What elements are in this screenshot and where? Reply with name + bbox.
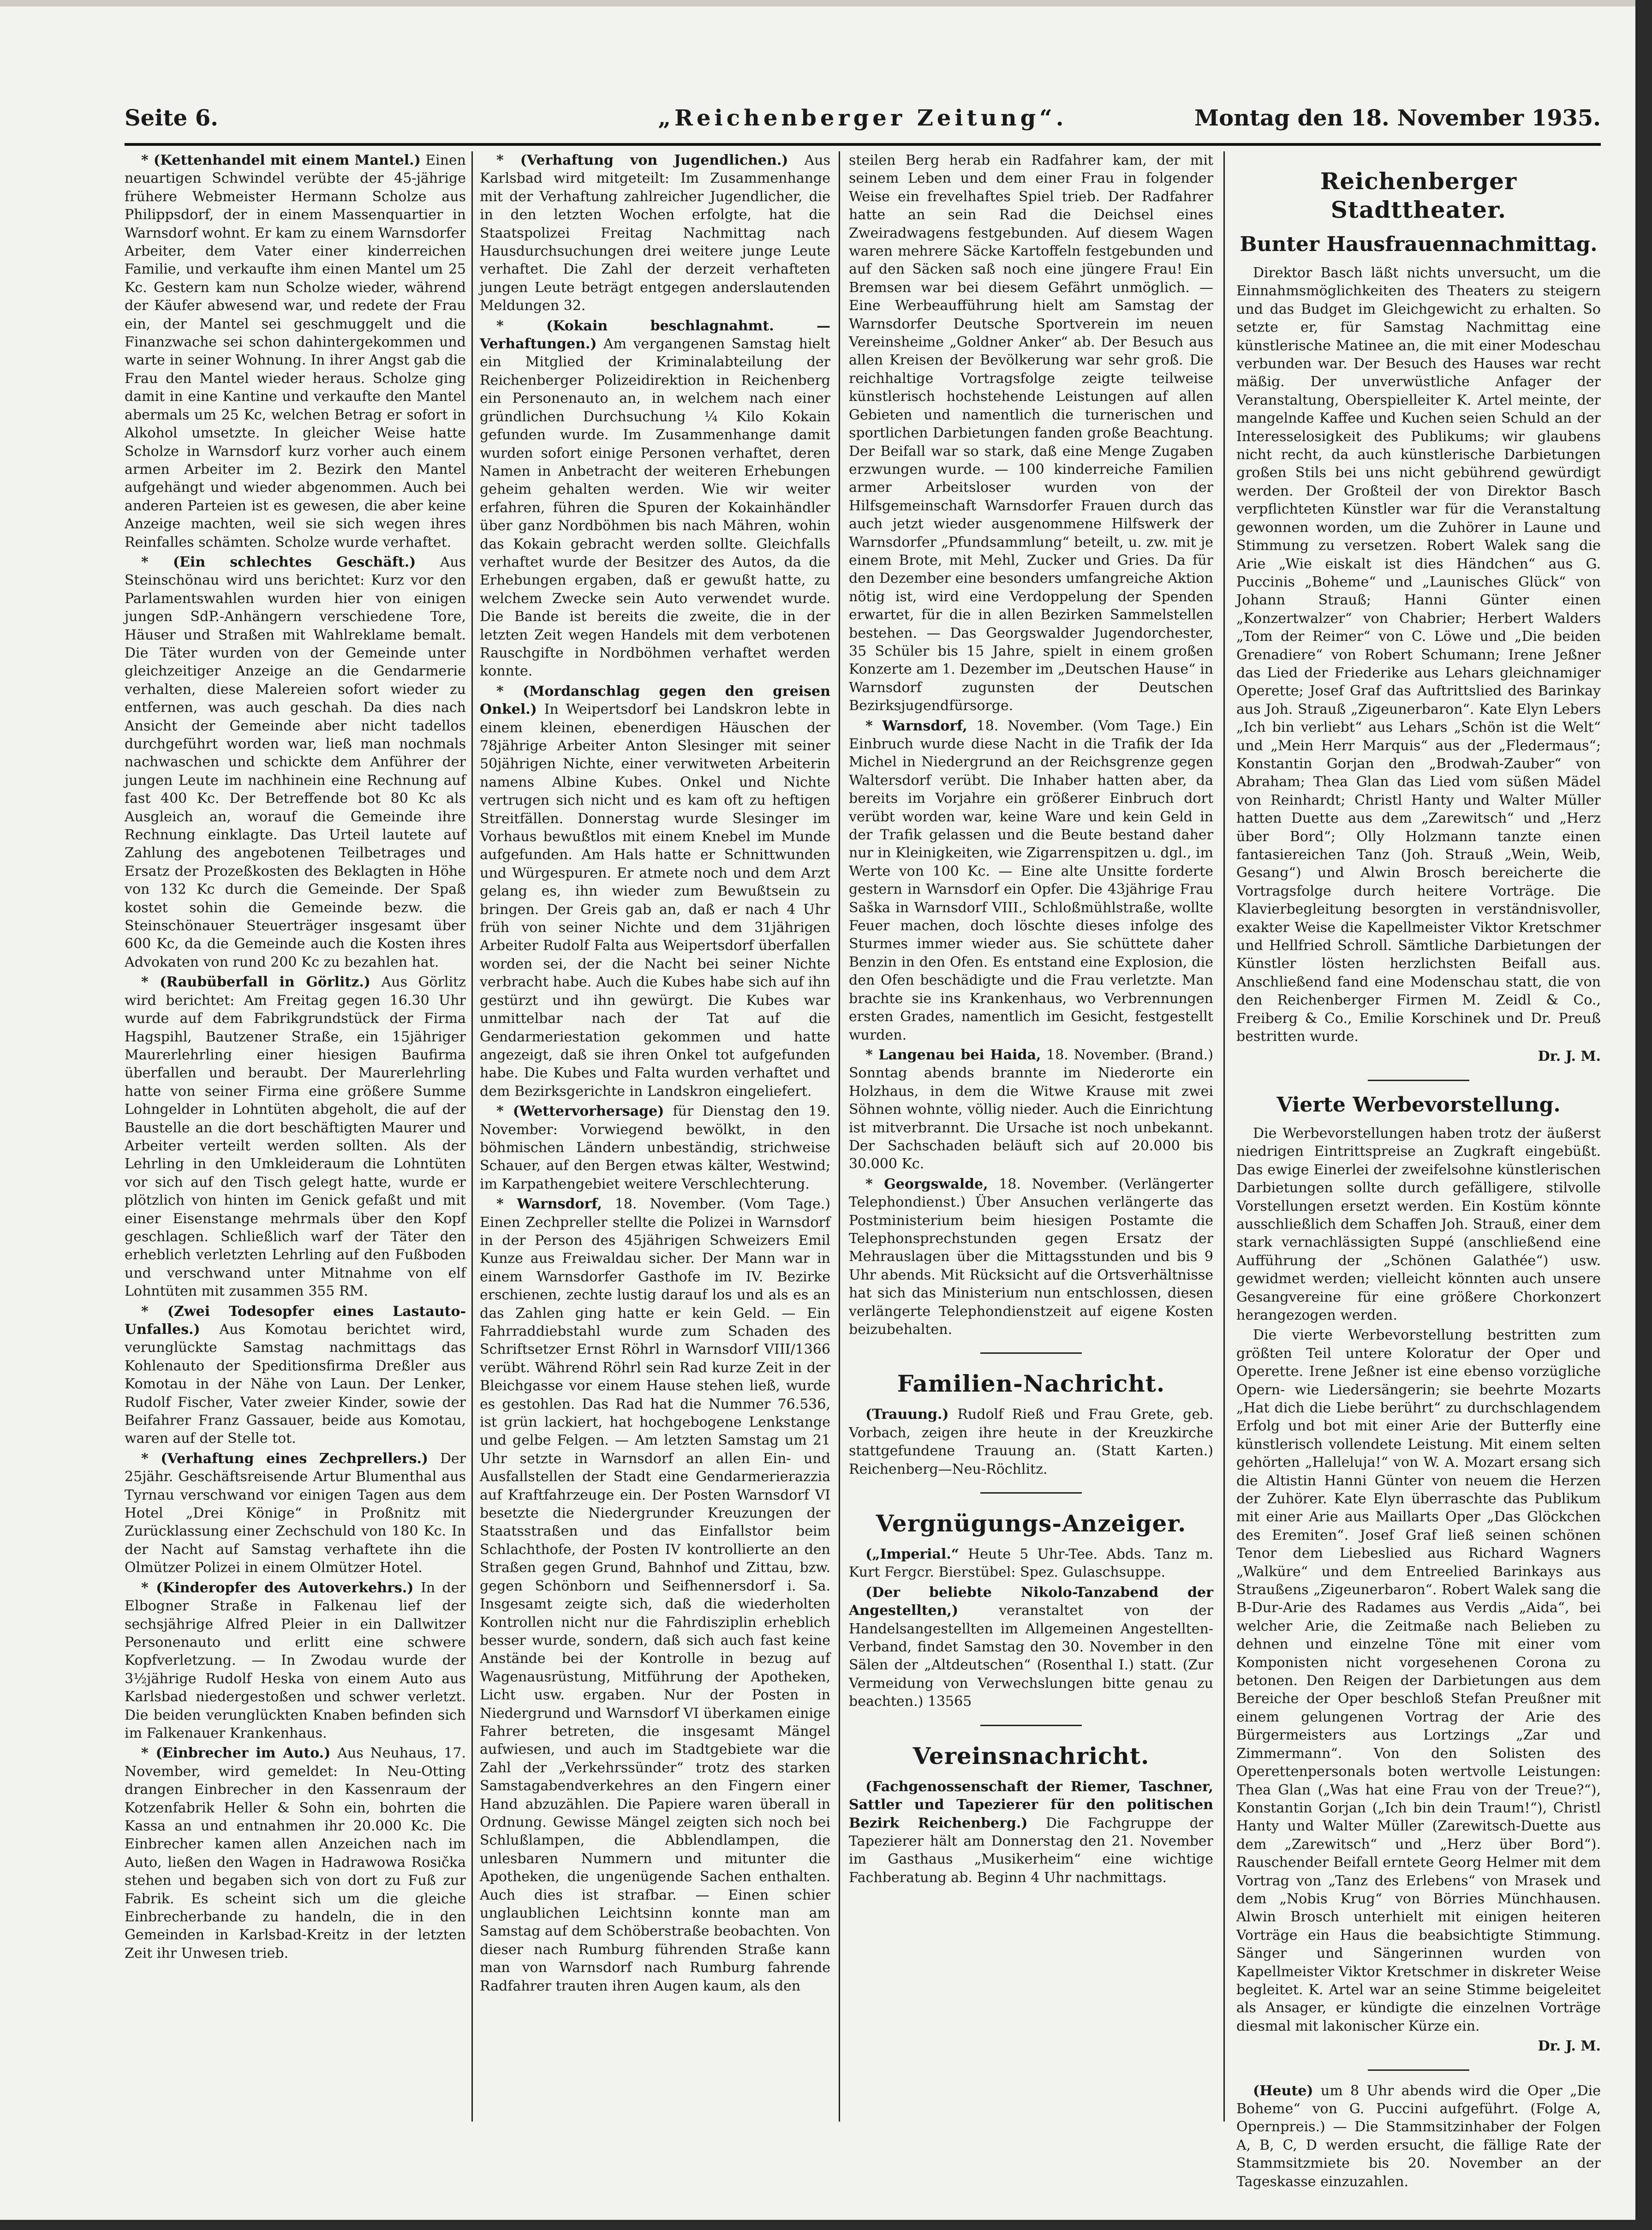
club-notice-title: Vereinsnachricht. — [912, 1742, 1150, 1770]
news-item — [480, 1102, 830, 1193]
local-news — [849, 151, 1213, 1339]
news-item — [125, 1450, 466, 1577]
item-heading: * (Verhaftung eines Zechprellers.) — [141, 1450, 429, 1467]
news-item — [849, 1175, 1213, 1339]
column-rule — [471, 151, 473, 2122]
item-heading: * (Wettervorhersage) — [496, 1103, 664, 1120]
item-heading: * (Raubüberfall in Görlitz.) — [141, 974, 370, 991]
section-divider — [980, 1725, 1082, 1726]
item-text: 18. November. (Brand.) Sonntag abends brannte im Niederorte ein Holzhaus, in dem die Witwe Krause mit zwei Söhnen wohnte, völlig nieder. Auch die Einrichtung ist mitverbrannt. Die Ursache ist noch unbekannt. Der Sachschaden beläuft sich auf 20.000 bis 30.000 Kc. — [849, 1046, 1213, 1172]
item-text: steilen Berg herab ein Radfahrer kam, der mit seinem Leben und dem einer Frau in folgender Weise ein frevelhaftes Spiel trieb. Der Radfahrer hatte an sein Rad die Deichsel eines Zweiradwagens festgebunden. Auf diesem Wagen waren mehrere Säcke Kartoffeln festgebunden und auf den Säcken saß noch eine jüngere Frau! Ein Bremsen war bei diesem Gefährt unmöglich. — Eine Werbeaufführung hielt am Samstag der Warnsdorfer Deutsche Sportverein im neuen Vereinsheime „Goldner Anker“ ab. Der Besuch aus allen Kreisen der Bevölkerung war sehr groß. Die reichhaltige Vortragsfolge zeigte teilweise künstlerisch hochstehende Leistungen auf allen Gebieten und namentlich die turnerischen und sportlichen Darbietungen fanden große Beachtung. Der Beifall war so stark, daß eine Menge Zugaben erzwungen wurde. — 100 kinderreiche Familien armer Arbeitsloser wurden von der Hilfsgemeinschaft Warnsdorfer Frauen durch das auch jetzt wieder ausgenommene Hilfswerk der Warnsdorfer „Pfundsammlung“ beteilt, u. zw. mit je einem Brote, mit Mehl, Zucker und Gries. Da für den Dezember eine besonders umfangreiche Aktion nötig ist, wird eine Verdoppelung der Spenden erwartet, für die in allen Bezirken Sammelstellen bestehen. — Das Georgswalder Jugendorchester, 35 Schüler bis 15 Jahre, spielt in einem großen Konzerte am 1. Dezember im „Deutschen Hause“ in Warnsdorf zugunsten der Deutschen Bezirksjugendfürsorge. — [849, 152, 1213, 714]
item-text: 18. November. (Vom Tage.) Ein Einbruch wurde diese Nacht in die Trafik der Ida Michel in Niedergrund an der Reichsgrenze gegen Waltersdorf verübt. Die Inhaber hatten aber, da bereits im Vorjahre ein größerer Einbruch dort verübt worden war, keine Ware und kein Geld in der Trafik gelassen und die Beute bestand daher nur in Kleinigkeiten, wie Zigarrenspitzen u. dgl., im Werte von 100 Kc. — Eine alte Unsitte forderte gestern in Warnsdorf ein Opfer. Die 43jährige Frau Saška in Warnsdorf VIII., Schloßmühlstraße, wollte Feuer machen, doch löschte dieses infolge des Sturmes immer wieder aus. Sie schüttete daher Benzin in den Ofen. Es entstand eine Explosion, die den Ofen beschädigte und die Frau verletzte. Man brachte sie ins Krankenhaus, wo Verbrennungen ersten Grades, namentlich im Gesicht, festgestellt wurden. — [849, 717, 1213, 1043]
news-item — [480, 317, 830, 681]
page-header — [125, 105, 1601, 138]
news-item — [125, 553, 466, 971]
column-rule — [1223, 151, 1225, 2122]
theater-review: Direktor Basch läßt nichts unversucht, um die Einnahmsmöglichkeiten des Theaters zu steigern und das Budget im Gleichgewicht zu erhalten. So setzte er, für Samstag Nachmittag eine künstlerische Matinee an, die mit einer Modeschau verbunden war. Der Besuch des Hauses war recht mäßig. Der unverwüstliche Anfager der Veranstaltung, Oberspielleiter K. Artel meinte, der mangelnde Kaffee und Kuchen seien Schuld an der Interesselosigkeit des Publikums; wir glaubens nicht recht, da auch künstlerische Darbietungen großen Stils bei uns nicht gebührend gewürdigt werden. Der Großteil der von Direktor Basch verpflichteten Künstler war für die Veranstaltung gewonnen worden, um die Zuhörer in Laune und Stimmung zu versetzen. Robert Walek sang die Arie „Wie eiskalt ist dies Händchen“ aus G. Puccinis „Boheme“ und „Launisches Glück“ von Johann Strauß; Hanni Günter einen „Konzertwalzer“ von Chabrier; Herbert Walders „Tom der Reimer“ von C. Löwe und „Die beiden Grenadiere“ von Robert Schumann; Irene Jeßner das Lied der Friederike aus Lehars gleichnamiger Operette; Josef Graf das Auftrittslied des Barinkay aus Joh. Strauß „Zigeunerbaron“. Kate Elyn Lebers „Ich bin verliebt“ aus Lehars „Schön ist die Welt“ und „Mein Herr Marquis“ aus der „Fledermaus“; Konstantin Gorjan den „Brodwah-Zauber“ von Abraham; Thea Glan das Lied vom süßen Mädel von Reinhardt; Christl Hanty und Walter Müller hatten Duette aus dem „Zarewitsch“ und „Herz über Bord“; Olly Holzmann tanzte einen fantasiereichen Tanz (Joh. Strauß „Wein, Weib, Gesang“) und Alwin Brosch bereicherte die Vortragsfolge durch heitere Vorträge. Die Klavierbegleitung besorgten in verständnisvoller, exakter Weise die Kapellmeister Viktor Kretschmer und Hellfried Schroll. Sämtliche Darbietungen der Künstler lösten herzlichsten Beifall aus. Anschließend fand eine Modenschau statt, die von den Reichenberger Firmen M. Zeidl & Co., Freiberg & Co., Emilie Korschinek und Dr. Preuß bestritten wurde. — [1236, 265, 1601, 1045]
item-heading: * (Einbrecher im Auto.) — [141, 1745, 331, 1762]
section-divider — [1368, 2069, 1469, 2071]
column-rule — [839, 151, 840, 2122]
item-heading: * (Kinderopfer des Autoverkehrs.) — [141, 1579, 414, 1596]
item-heading: * Warnsdorf, — [496, 1196, 602, 1213]
column-2 — [480, 151, 830, 2122]
item-heading: * (Kettenhandel mit einem Mantel.) — [141, 152, 421, 168]
item-heading: * (Ein schlechtes Geschäft.) — [141, 554, 416, 570]
item-heading: (Heute) — [1253, 2082, 1313, 2099]
item-text: 18. November. (Verlängerter Telephondienst.) Über Ansuchen verlängerte das Postministerium beim hiesigen Postamte die Telephonsprechstunden gegen Ersatz der Mehrauslagen über die Mittagsstunden und bis 9 Uhr abends. Mit Rücksicht auf die Ortsverhältnisse hat sich das Ministerium nun entschlossen, diesen verlängerte Telephondienstzeit auf eigene Kosten beizubehalten. — [849, 1176, 1213, 1338]
item-heading: * (Mordanschlag gegen den greisen Onkel.) — [480, 683, 830, 718]
news-item — [125, 973, 466, 1300]
item-text: für Dienstag den 19. November: Vorwiegend bewölkt, in den böhmischen Ländern unbeständig, strichweise Schauer, auf den Bergen etwas kälter, Westwind; im Karpathengebiet weitere Verschlechterung. — [480, 1103, 830, 1192]
family-notice — [849, 1405, 1213, 1478]
werbe-paragraph: Die Werbevorstellungen haben trotz der äußerst niedrigen Eintrittspreise an Zugkraft eingebüßt. Das ewige Einerlei der zweifelsohne künstlerischen Darbietungen sollte durch gefälligere, stilvolle Vorstellungen ersetzt werden. Ein Kostüm könnte ausschließlich dem Schaffen Joh. Strauß, einer dem stark vernachlässigten Suppé (anschließend eine Aufführung der „Schönen Galathée“) usw. gewidmet werden; vielleicht könnten auch unsere Gesangvereine für eine größere Chorkonzert herangezogen werden. — [1236, 1125, 1601, 1323]
item-text: Heute 5 Uhr-Tee. Abds. Tanz m. Kurt Fergcr. Bierstübel: Spez. Gulaschsuppe. — [849, 1546, 1213, 1581]
item-text: Aus Komotau berichtet wird, verunglückte Samstag nachmittags das Kohlenauto der Speditionsfirma Dreßler aus Komotau in der Nähe von Laun. Der Lenker, Rudolf Fischer, Vater zweier Kinder, sowie der Beifahrer Franz Gassauer, beide aus Komotau, waren auf der Stelle tot. — [125, 1321, 466, 1447]
item-text: um 8 Uhr abends wird die Oper „Die Boheme“ von G. Puccini aufgeführt. (Folge A, Opernpreis.) — Die Stammsitzinhaber der Folgen A, B, C, D werden ersucht, die fällige Rate der Stammsitzmiete bis 20. November an der Tageskasse einzuzahlen. — [1236, 2082, 1601, 2190]
item-text: Am vergangenen Samstag hielt ein Mitglied der Kriminalabteilung der Reichenberger Polizeidirektion in Reichenberg ein Personenauto an, in welchem nach einer gründlichen Durchsuchung ¼ Kilo Kokain gefunden wurde. Im Zusammenhange damit wurden sofort einige Personen verhaftet, deren Namen in Anbetracht der weiteren Erhebungen geheim gehalten werden. Wie wir weiter erfahren, führen die Spuren der Kokainhändler über ganz Nordböhmen bis nach Mähren, wohin das Kokain gebracht werden sollte. Gleichfalls verhaftet wurde der Besitzer des Autos, da die Erhebungen ergaben, daß er gewußt hatte, zu welchem Zwecke sein Auto verwendet wurde. Die Bande ist bereits die zweite, die in der letzten Zeit wegen Handels mit dem verbotenen Rauschgifte in Nordböhmen verhaftet werden konnte. — [480, 336, 830, 680]
news-item — [849, 151, 1213, 715]
news-item — [480, 1195, 830, 1995]
page-edge-top — [0, 0, 1652, 6]
section-divider — [980, 1492, 1082, 1494]
entertainment-item — [849, 1584, 1213, 1711]
item-heading: * (Kokain beschlagnahmt. — Verhaftungen.) — [480, 317, 830, 353]
section-divider — [1368, 1080, 1469, 1081]
newspaper-title: „Reichenberger Zeitung“. — [658, 105, 1068, 131]
today-notice — [1236, 2082, 1601, 2191]
news-item — [849, 717, 1213, 1044]
club-notice — [849, 1778, 1213, 1887]
news-item — [480, 151, 830, 315]
item-heading: (Trauung.) — [865, 1406, 949, 1423]
item-text: veranstaltet von der Handelsangestellten im Allgemeinen Angestellten-Verband, findet Samstag den 30. November in den Sälen der „Altdeutschen“ (Rosenthal I.) statt. (Zur Vermeidung von Verwechslungen bitte genau zu beachten.) 13565 — [849, 1602, 1213, 1710]
header-rule — [125, 143, 1601, 146]
page-edge-right — [1635, 0, 1652, 2230]
item-heading: * Langenau bei Haida, — [865, 1046, 1041, 1063]
werbe-title: Vierte Werbevorstellung. — [1276, 1093, 1561, 1117]
item-text: Aus Karlsbad wird mitgeteilt: Im Zusammenhange mit der Verhaftung zahlreicher Jugendlicher, die in den letzten Wochen erfolgte, hat die Staatspolizei Freitag Nachmittag nach Hausdurchsuchungen drei weitere junge Leute verhaftet. Die Zahl der derzeit verhafteten jungen Leute beträgt entgegen anderslautenden Meldungen 32. — [480, 152, 830, 314]
item-text: Aus Görlitz wird berichtet: Am Freitag gegen 16.30 Uhr wurde auf dem Fabrikgrundstück der Firma Hagspihl, Bautzener Straße, ein 15jähriger Maurerlehrling einer hiesigen Baufirma überfallen und beraubt. Der Maurerlehrling hatte von seiner Firma eine größere Summe Lohngelder in Lohntüten abgeholt, die auf der Baustelle an die dort beschäftigten Maurer und Arbeiter verteilt werden sollten. Als der Lehrling in den Umkleideraum die Lohntüten vor sich auf den Tisch gelegt hatte, wurde er plötzlich von hinten im Genick gefaßt und mit einer Eisenstange mehrmals über den Kopf geschlagen. Schließlich warf der Täter den erheblich verletzten Lehrling auf den Fußboden und verschwand unter Mitnahme von elf Lohntüten mit zusammen 355 RM. — [125, 974, 466, 1300]
section-divider — [980, 1352, 1082, 1354]
theater-subtitle: Bunter Hausfrauennachmittag. — [1240, 233, 1598, 256]
item-heading: * (Verhaftung von Jugendlichen.) — [496, 152, 788, 168]
family-notice-title: Familien-Nachricht. — [897, 1370, 1165, 1398]
item-heading: * Warnsdorf, — [865, 717, 967, 734]
item-text: 18. November. (Vom Tage.) Einen Zechpreller stellte die Polizei in Warnsdorf in der Person des 45jährigen Schweizers Emil Kunze aus Freiwaldau sicher. Der Mann war in einem Warnsdorfer Gasthofe im IV. Bezirke erschienen, zechte lustig darauf los und als es an das Zahlen ging hatte er kein Geld. — Ein Fahrraddiebstahl wurde zum Schaden des Schriftsetzer Ernst Röhrl in Warnsdorf VIII/1366 verübt. Während Röhrl sein Rad kurze Zeit in der Bleichgasse vor einem Hause stehen ließ, wurde es gestohlen. Das Rad hat die Nummer 76.536, ist grün lackiert, hat hochgebogene Lenkstange und gelbe Felgen. — Am letzten Samstag um 21 Uhr setzte in Warnsdorf an allen Ein- und Ausfallstellen der Stadt eine Gendarmerierazzia auf Kraftfahrzeuge ein. Der Posten Warnsdorf VI besetzte die Niedergrunder Kreuzungen der Staatsstraßen und das Einfallstor beim Schlachthofe, der Posten IV kontrollierte an den Straßen gegen Grund, Bahnhof und Zittau, bzw. gegen Schönborn und Seifhennersdorf i. Sa. Insgesamt zeigte sich, daß die wiederholten Kontrollen nicht nur die Fahrdisziplin erheblich besser wurde, sondern, daß sich auch fast keine Anstände bei der Kontrolle in bezug auf Wagenausrüstung, Mitführung der Apotheken, Licht usw. ergaben. Nur der Posten in Niedergrund und Warnsdorf VI überkamen einige Fahrer betreten, die insgesamt Mängel aufwiesen, und auch im Stadtgebiete war die Zahl der „Verkehrssünder“ trotz des starken Samstagabendverkehres an den Fingern einer Hand abzuzählen. Die Papiere waren überall in Ordnung. Gewisse Mängel zeigten sich noch bei Schlußlampen, die Abblendlampen, die unlesbaren Nummern und mitunter die Apotheken, die ungenügende Sachen enthalten. Auch dies ist strafbar. — Einen schier unglaublichen Leichtsinn konnte man am Samstag auf dem Schöberstraße beobachten. Von dieser nach Rumburg führenden Straße kann man von Warnsdorf nach Rumburg fahrende Radfahrer trauten ihren Augen kaum, als den — [480, 1196, 830, 1994]
news-item — [125, 1303, 466, 1448]
item-text: In der Elbogner Straße in Falkenau lief der sechsjährige Alfred Pleier in ein Dallwitzer Personenauto und erlitt eine schwere Kopfverletzung. — In Zwodau wurde der 3½jährige Rudolf Heska von einem Auto aus Karlsbad niedergestoßen und schwer verletzt. Die beiden verunglückten Knaben befinden sich im Falkenauer Krankenhaus. — [125, 1579, 466, 1741]
news-item — [125, 1744, 466, 1962]
item-text: In Weipertsdorf bei Landskron lebte in einem kleinen, ebenerdigen Häuschen der 78jährige Arbeiter Anton Slesinger mit seiner 50jährigen Nichte, einer verwitweten Arbeiterin namens Albine Kubes. Onkel und Nichte vertrugen sich nicht und es kam oft zu heftigen Streitfällen. Donnerstag wurde Slesinger im Vorhaus bewußtlos mit einem Knebel im Munde aufgefunden. Am Hals hatte er Schnittwunden und Würgespuren. Er atmete noch und dem Arzt gelang es, ihn wieder zum Bewußtsein zu bringen. Der Greis gab an, daß er nach 4 Uhr früh von seiner Nichte und dem 31jährigen Arbeiter Rudolf Falta aus Weipertsdorf überfallen worden sei, der die Nacht bei seiner Nichte verbracht habe. Auch die Kubes habe sich auf ihn gestürzt und ihn gewürgt. Die Kubes war unmittelbar nach der Tat auf die Gendarmeriestation gekommen und hatte angezeigt, daß sie ihren Onkel tot aufgefunden habe. Die Kubes und Falta wurden verhaftet und dem Bezirksgerichte in Landskron eingeliefert. — [480, 701, 830, 1100]
column-1 — [125, 151, 466, 2122]
page-number: Seite 6. — [125, 105, 218, 131]
news-item — [480, 682, 830, 1100]
item-heading: („Imperial.“ — [865, 1546, 960, 1563]
author-signature: Dr. J. M. — [1538, 1048, 1601, 1065]
column-3 — [849, 151, 1213, 2122]
theater-title: Reichenberger Stadttheater. — [1320, 167, 1517, 223]
item-heading: * (Zwei Todesopfer eines Lastauto-Unfalles.) — [125, 1303, 466, 1338]
item-text: Die Fachgruppe der Tapezierer hält am Donnerstag den 21. November im Gasthaus „Musikerheim“ eine wichtige Fachberatung ab. Beginn 4 Uhr nachmittags. — [849, 1815, 1213, 1886]
news-item — [125, 1579, 466, 1743]
item-text: Der 25jähr. Geschäftsreisende Artur Blumenthal aus Tyrnau verschwand vor einigen Tagen aus dem Hotel „Drei Könige“ in Proßnitz mit Zurücklassung einer Zechschuld von 180 Kc. In der Nacht auf Samstag verhaftete ihn die Olmützer Polizei in einem Olmützer Hotel. — [125, 1450, 466, 1576]
item-heading: * Georgswalde, — [865, 1176, 988, 1192]
item-text: Aus Steinschönau wird uns berichtet: Kurz vor den Parlamentswahlen wurden hier von einigen jungen SdP.-Anhängern verschiedene Tore, Häuser und Straßen mit Wahlreklame bemalt. Die Täter wurden von der Gemeinde unter gleichzeitiger Anzeige an die Gendarmerie verhalten, diese Malereien sofort wieder zu entfernen, was auch geschah. Da dies nach Ansicht der Gemeinde aber nicht tadellos durchgeführt worden war, ließ man nochmals nachwaschen und schickte dem Anführer der jungen Leute im nachhinein eine Rechnung auf fast 400 Kc. Der Betreffende bot 80 Kc als Ausgleich an, worauf die Gemeinde ihre Rechnung einklagte. Das Urteil lautete auf Zahlung des angebotenen Teilbetrages und Ersatz der Prozeßkosten des Beklagten in Höhe von 132 Kc durch die Gemeinde. Der Spaß kostet sohin die Gemeinde bezw. die Steinschönauer Steuerträger insgesamt über 600 Kc, da die Gemeinde auch die Kosten ihres Advokaten von rund 200 Kc zu bezahlen hat. — [125, 554, 466, 970]
entertainment-item — [849, 1545, 1213, 1582]
item-text: Aus Neuhaus, 17. November, wird gemeldet: In Neu-Otting drangen Einbrecher in den Kassenraum der Kotzenfabrik Heller & Sohn ein, bohrten die Kassa an und entnahmen ihr 20.000 Kc. Die Einbrecher kamen allen Anzeichen nach im Auto, ließen den Wagen in Hadrawowa Rosička stehen und begaben sich von dort zu Fuß zur Fabrik. Es scheint sich um die gleiche Einbrecherbande zu handeln, die in den Gemeinden in Karlsbad-Kreitz in der letzten Zeit ihr Unwesen trieb. — [125, 1745, 466, 1961]
news-item — [849, 1046, 1213, 1173]
page-edge-bottom — [0, 2220, 1652, 2230]
author-signature: Dr. J. M. — [1538, 2038, 1601, 2055]
item-heading: (Fachgenossenschaft der Riemer, Taschner, Sattler und Tapezierer für den politischen Bezirk Reichenberg.) — [849, 1778, 1213, 1831]
item-text: Rudolf Rieß und Frau Grete, geb. Vorbach, zeigen ihre heute in der Kreuzkirche stattgefundene Trauung an. (Statt Karten.) Reichenberg—Neu-Röchlitz. — [849, 1406, 1213, 1477]
werbe-paragraph: Die vierte Werbevorstellung bestritten zum größten Teil untere Koloratur der Oper und Operette. Irene Jeßner ist eine ebenso vorzügliche Opern- wie Liedersängerin; sie beehrte Mozarts „Hat dich die Liebe berührt“ zu durchschlagendem Erfolg und bot mit einer Arie der Butterfly eine künstlerisch vollendete Leistung. Mit einem selten gehörten „Halleluja!“ von W. A. Mozart ersang sich die Altistin Hanni Günter von neuem die Herzen der Zuhörer. Kate Elyn überraschte das Publikum mit einer Arie aus Maillarts Oper „Das Glöckchen des Eremiten“. Josef Graf ließ seinen schönen Tenor dem Liebeslied aus Richard Wagners „Walküre“ und dem Entreelied Barinkays aus Straußens „Zigeunerbaron“. Robert Walek sang die B-Dur-Arie des Radames aus Verdis „Aida“, bei welcher Arie, die Zeitmaße nach Belieben zu dehnen und einzelne Töne mit einer vom Komponisten nicht vorgesehenen Corona zu betonen. Den Reigen der Darbietungen aus dem Bereiche der Oper beschloß Stefan Preußner mit einem gelungenen Vortrag der Arie des Bürgermeisters aus Lortzings „Zar und Zimmermann“. Von den Solisten des Operettenpersonals boten wertvolle Leistungen: Thea Glan („Was hat eine Frau von der Treue?“), Konstantin Gorjan („Ich bin dein Traum!“), Christl Hanty und Walter Müller (Zarewitsch-Duette aus dem „Zarewitsch“ und „Herz über Bord“). Rauschender Beifall erntete Georg Helmer mit dem Vortrag von „Tanz des Erlebens“ von Mrasek und dem „Nobis Krug“ von Börries Münchhausen. Alwin Brosch unterhielt mit einigen heiteren Vorträge ein Haus die beabsichtigte Stimmung. Sänger und Sängerinnen wurden von Kapellmeister Viktor Kretschmer in diskreter Weise begleitet. K. Artel war an seine Stimme beigeleitet als Ansager, er kündigte die einzelnen Vorträge diesmal mit lakonischer Kürze ein. — [1236, 1327, 1601, 2034]
item-heading: (Der beliebte Nikolo-Tanzabend der Angestellten,) — [849, 1584, 1213, 1619]
item-text: Einen neuartigen Schwindel verübte der 45-jährige frühere Webmeister Hermann Scholze aus Philippsdorf, der in einem Massenquartier in Warnsdorf wohnt. Er kam zu einem Warnsdorfer Arbeiter, dem Vater einer kinderreichen Familie, und verkaufte ihm einen Mantel um 25 Kc. Gestern kam nun Scholze wieder, während der Käufer abwesend war, und redete der Frau ein, der Mantel sei geschmuggelt und die Finanzwache sei schon dahintergekommen und warte in seiner Wohnung. In ihrer Angst gab die Frau den Mantel wieder heraus. Scholze ging damit in eine Kantine und verkaufte den Mantel abermals um 25 Kc, welchen Betrag er sofort in Alkohol umsetzte. In gleicher Weise hatte Scholze in Warnsdorf kurz vorher auch einem armen Arbeiter im 2. Bezirk den Mantel aufgehängt und wieder abgenommen. Auch bei anderen Parteien ist es gewesen, die aber keine Anzeige machten, weil sie sich wegen ihres Reinfalles schämten. Scholze wurde verhaftet. — [125, 152, 466, 550]
entertainment-title: Vergnügungs-Anzeiger. — [876, 1510, 1187, 1537]
issue-date: Montag den 18. November 1935. — [1194, 105, 1601, 131]
column-4 — [1236, 151, 1601, 2190]
news-item — [125, 151, 466, 551]
